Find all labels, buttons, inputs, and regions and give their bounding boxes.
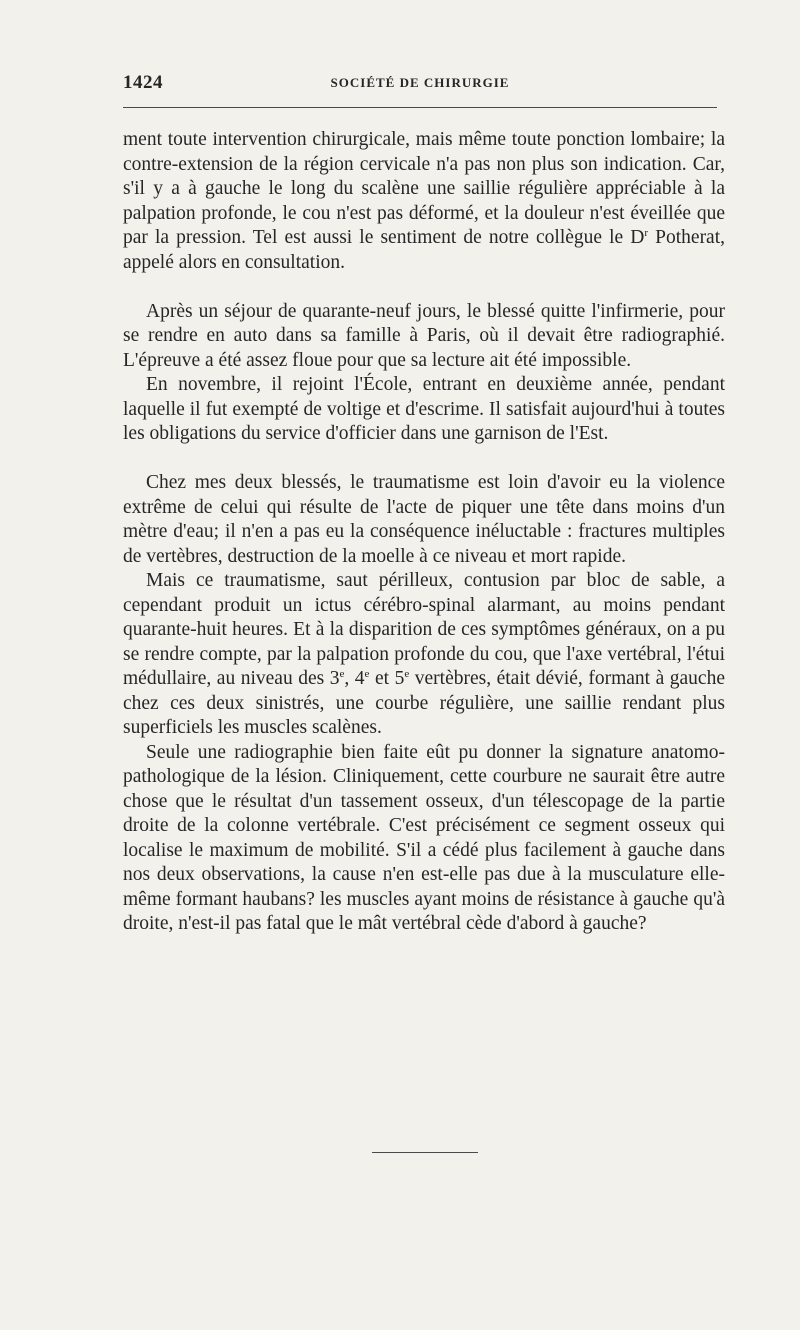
end-rule <box>372 1152 478 1153</box>
superscript: e <box>339 668 345 680</box>
page-number: 1424 <box>123 72 163 93</box>
paragraph-3: En novembre, il rejoint l'École, entrant en deuxième année, pendant laquelle il fut exempté de voltige et d'escrime. Il satisfait aujourd'hui à toutes les obligations du service d'officier dans une garnison de l'Est. <box>123 374 725 444</box>
running-title: SOCIÉTÉ DE CHIRURGIE <box>330 75 510 90</box>
paragraph-5: Mais ce traumatisme, saut périlleux, contusion par bloc de sable, a cependant produit un ictus cérébro-spinal alarmant, au moins pendant quarante-huit heures. Et à la disparition de ces symptômes généraux, on a pu se rendre compte, par la palpation profonde du cou, que l'axe vertébral, l'étui médullaire, au niveau des 3e, 4e et 5e vertèbres, était dévié, formant à gauche chez ces deux sinistrés, une courbe régulière, une saillie rendant plus superficiels les muscles scalènes. <box>123 570 725 738</box>
paragraph-2: Après un séjour de quarante-neuf jours, le blessé quitte l'infirmerie, pour se rendre en auto dans sa famille à Paris, où il devait être radiographié. L'épreuve a été assez floue pour que sa lecture ait été impossible. <box>123 300 725 371</box>
paragraph-6: Seule une radiographie bien faite eût pu donner la signature anatomo-pathologique de la lésion. Cliniquement, cette courbure ne saurait être autre chose que le résultat d'un tassement osseux, d'un télescopage de la partie droite de la colonne vertébrale. C'est précisément ce segment osseux qui localise le maximum de mobilité. S'il a cédé plus facilement à gauche dans nos deux observations, la cause n'en est-elle pas due à la musculature elle-même formant haubans? les muscles ayant moins de résistance à gauche qu'à droite, n'est-il pas fatal que le mât vertébral cède d'abord à gauche? <box>123 741 725 934</box>
page-header <box>123 72 717 100</box>
paragraph-1: ment toute intervention chirurgicale, mais même toute ponction lombaire; la contre-extension de la région cervicale n'a pas non plus son indication. Car, s'il y a à gauche le long du scalène une saillie régulière appréciable à la palpation profonde, le cou n'est pas déformé, et la douleur n'est éveillée que par la pression. Tel est aussi le sentiment de notre collègue le $D^r$ Potherat, appelé alors en consultation. <box>123 129 726 273</box>
superscript: e <box>364 668 370 680</box>
header-rule <box>123 107 717 108</box>
paragraph-4: Chez mes deux blessés, le traumatisme est loin d'avoir eu la violence extrême de celui qui résulte de l'acte de piquer une tête dans moins d'un mètre d'eau; il n'en a pas eu la conséquence inéluctable : fractures multiples de vertèbres, destruction de la moelle à ce niveau et mort rapide. <box>123 472 725 567</box>
superscript: e <box>404 668 410 680</box>
body-text <box>123 128 725 937</box>
superscript: r <box>644 227 649 239</box>
